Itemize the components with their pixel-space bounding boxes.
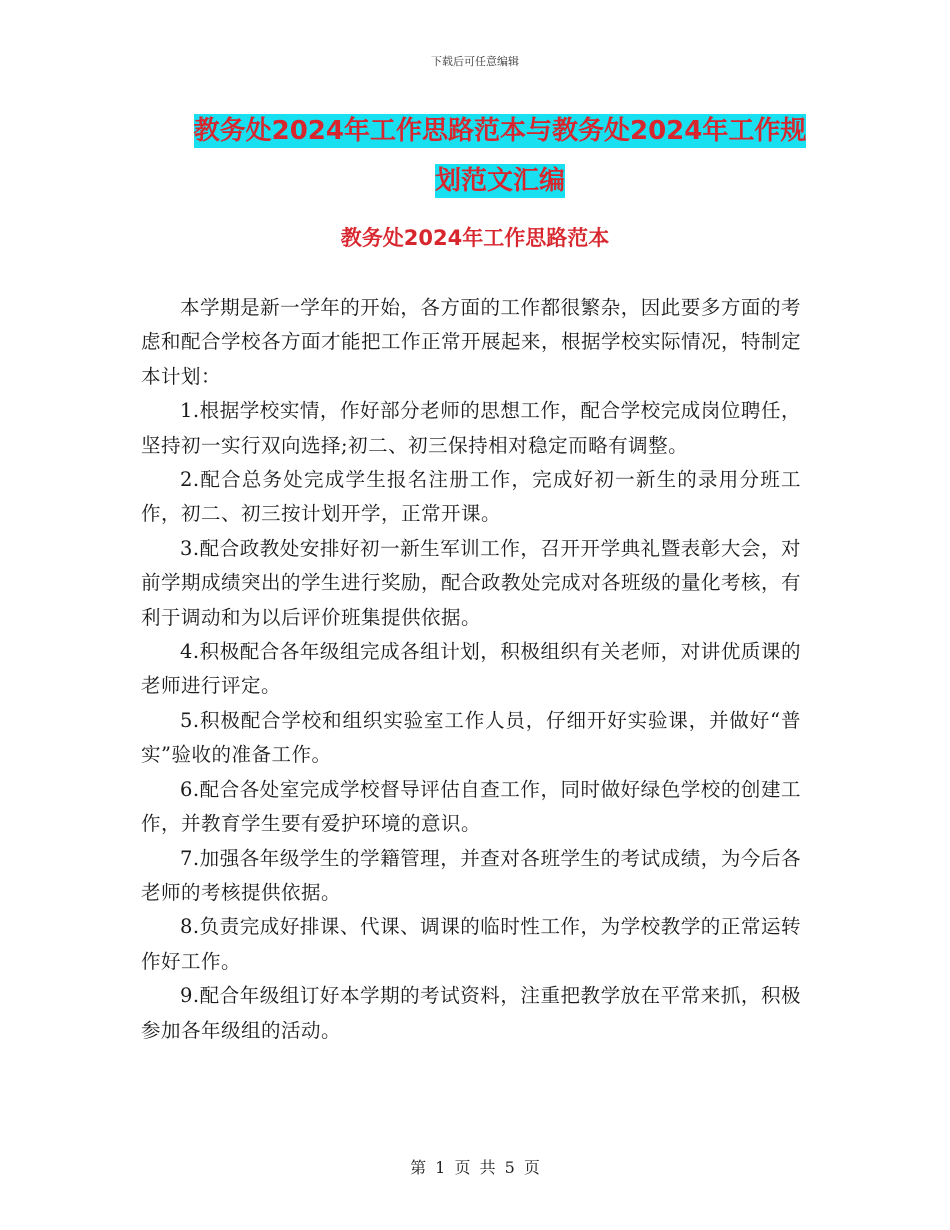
paragraph-item-5: 5.积极配合学校和组织实验室工作人员，仔细开好实验课，并做好“普实”验收的准备工作。 [141,708,801,767]
header-note: 下载后可任意编辑 [431,55,519,68]
paragraph-item-2: 2.配合总务处完成学生报名注册工作，完成好初一新生的录用分班工作，初二、初三按计划开学，正常开课。 [141,468,801,526]
paragraph-item-4: 4.积极配合各年级组完成各组计划，积极组织有关老师，对讲优质课的老师进行评定。 [141,640,801,698]
paragraph-item-9: 9.配合年级组订好本学期的考试资料，注重把教学放在平常来抓，积极参加各年级组的活动。 [141,984,801,1042]
document-title-line1: 教务处2024年工作思路范本与教务处2024年工作规 [193,116,807,146]
paragraph-item-7: 7.加强各年级学生的学籍管理，并查对各班学生的考试成绩，为今后各老师的考核提供依据。 [141,846,801,904]
paragraph-item-8: 8.负责完成好排课、代课、调课的临时性工作，为学校教学的正常运转作好工作。 [141,915,801,973]
document-title-line2: 划范文汇编 [434,166,565,196]
paragraph-item-3: 3.配合政教处安排好初一新生军训工作，召开开学典礼暨表彰大会，对前学期成绩突出的学生进行奖励，配合政教处完成对各班级的量化考核，有利于调动和为以后评价班集提供依据。 [141,536,802,629]
paragraph-item-1: 1.根据学校实情，作好部分老师的思想工作，配合学校完成岗位聘任，坚持初一实行双向选择;初二、初三保持相对稳定而略有调整。 [141,399,801,457]
paragraph-item-6: 6.配合各处室完成学校督导评估自查工作，同时做好绿色学校的创建工作，并教育学生要有爱护环境的意识。 [141,777,801,836]
section-title: 教务处2024年工作思路范本 [340,226,610,250]
page-footer: 第 1 页 共 5 页 [410,1158,540,1177]
paragraph-intro: 本学期是新一学年的开始，各方面的工作都很繁杂，因此要多方面的考虑和配合学校各方面才能把工作正常开展起来，根据学校实际情况，特制定本计划： [141,296,802,388]
document-title [160,106,840,206]
document-body [141,291,801,1048]
